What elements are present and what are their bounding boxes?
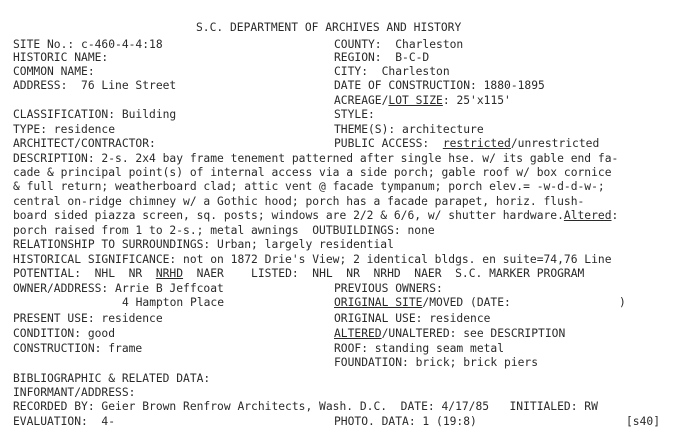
classification: CLASSIFICATION: Building [13, 108, 177, 121]
condition: CONDITION: good [13, 327, 116, 340]
acreage [334, 94, 511, 107]
roof: ROOF: standing seam metal [334, 342, 505, 355]
common-name: COMMON NAME: [13, 65, 95, 78]
evaluation: EVALUATION: 4- [13, 415, 116, 428]
acreage-value: : 25'x115' [442, 94, 511, 107]
type: TYPE: residence [13, 123, 116, 136]
original-site-label: ORIGINAL SITE [334, 296, 423, 309]
description-line-4: central on-ridge chimney w/ a Gothic hood; porch has a facade parapet, horiz. flush- [13, 195, 585, 208]
region: REGION: B-C-D [334, 51, 430, 64]
original-site [334, 296, 511, 309]
card-code: [s40] [626, 415, 661, 428]
unaltered-label: /UNALTERED: see DESCRIPTION [381, 327, 566, 340]
potential-listed [13, 267, 584, 280]
public-access [334, 137, 599, 150]
altered-note: Altered [563, 209, 612, 222]
photo-data: PHOTO. DATA: 1 (19:8) [334, 415, 477, 428]
public-access-label: PUBLIC ACCESS: [334, 137, 443, 150]
recorded-by: RECORDED BY: Geier Brown Renfrow Architects, Wash. D.C. DATE: 4/17/85 INITIALED: RW [13, 400, 598, 413]
moved-label: /MOVED (DATE: [422, 296, 511, 309]
altered-colon: : [611, 209, 619, 222]
original-use: ORIGINAL USE: residence [334, 312, 491, 325]
relationship: RELATIONSHIP TO SURROUNDINGS: Urban; largely residential [13, 238, 394, 251]
public-access-restricted: restricted [442, 137, 511, 150]
moved-close: ) [619, 296, 626, 309]
lot-size-label: LOT SIZE [388, 94, 443, 107]
description-line-1: DESCRIPTION: 2-s. 2x4 bay frame tenement patterned after single hse. w/ its gable end fa- [13, 152, 619, 165]
style: STYLE: [334, 108, 375, 121]
date-of-construction: DATE OF CONSTRUCTION: 1880-1895 [334, 79, 545, 92]
card-header: S.C. DEPARTMENT OF ARCHIVES AND HISTORY [196, 21, 462, 34]
address: ADDRESS: 76 Line Street [13, 79, 177, 92]
acreage-label: ACREAGE/ [334, 94, 389, 107]
potential-label: POTENTIAL: NHL NR [13, 267, 156, 280]
foundation: FOUNDATION: brick; brick piers [334, 356, 539, 369]
city: CITY: Charleston [334, 65, 450, 78]
listed-label: NAER LISTED: NHL NR NRHD NAER S.C. MARKER PROGRAM [183, 267, 585, 280]
description-line-5-text: board sided piazza screen, sq. posts; windows are 2/2 & 6/6, w/ shutter hardware. [13, 209, 564, 222]
historic-name: HISTORIC NAME: [13, 51, 109, 64]
construction: CONSTRUCTION: frame [13, 342, 143, 355]
informant: INFORMANT/ADDRESS: [13, 386, 136, 399]
county: COUNTY: Charleston [334, 38, 464, 51]
potential-nrhd: NRHD [155, 267, 184, 280]
previous-owners: PREVIOUS OWNERS: [334, 282, 443, 295]
owner-address: OWNER/ADDRESS: Arrie B Jeffcoat [13, 282, 224, 295]
description-line-5 [13, 209, 618, 222]
description-line-6: porch raised from 1 to 2-s.; metal awnings OUTBUILDINGS: none [13, 224, 435, 237]
description-line-2: cade & principal point(s) of internal access via a side porch; gable roof w/ box cornice [13, 166, 612, 179]
bibliographic: BIBLIOGRAPHIC & RELATED DATA: [13, 372, 211, 385]
theme: THEME(S): architecture [334, 123, 484, 136]
owner-address-line-2: 4 Hampton Place [122, 296, 225, 309]
site-number: SITE No.: c-460-4-4:18 [13, 38, 163, 51]
architect: ARCHITECT/CONTRACTOR: [13, 137, 156, 150]
altered-label: ALTERED [334, 327, 382, 340]
historical-significance: HISTORICAL SIGNIFICANCE: not on 1872 Drie's View; 2 identical bldgs. en suite=74,76 Line [13, 253, 612, 266]
description-line-3: & full return; weatherboard clad; attic vent @ facade tympanum; porch elev.= -w-d-d-w-; [13, 180, 605, 193]
present-use: PRESENT USE: residence [13, 312, 163, 325]
altered-status [334, 327, 565, 340]
public-access-unrestricted: /unrestricted [510, 137, 600, 150]
